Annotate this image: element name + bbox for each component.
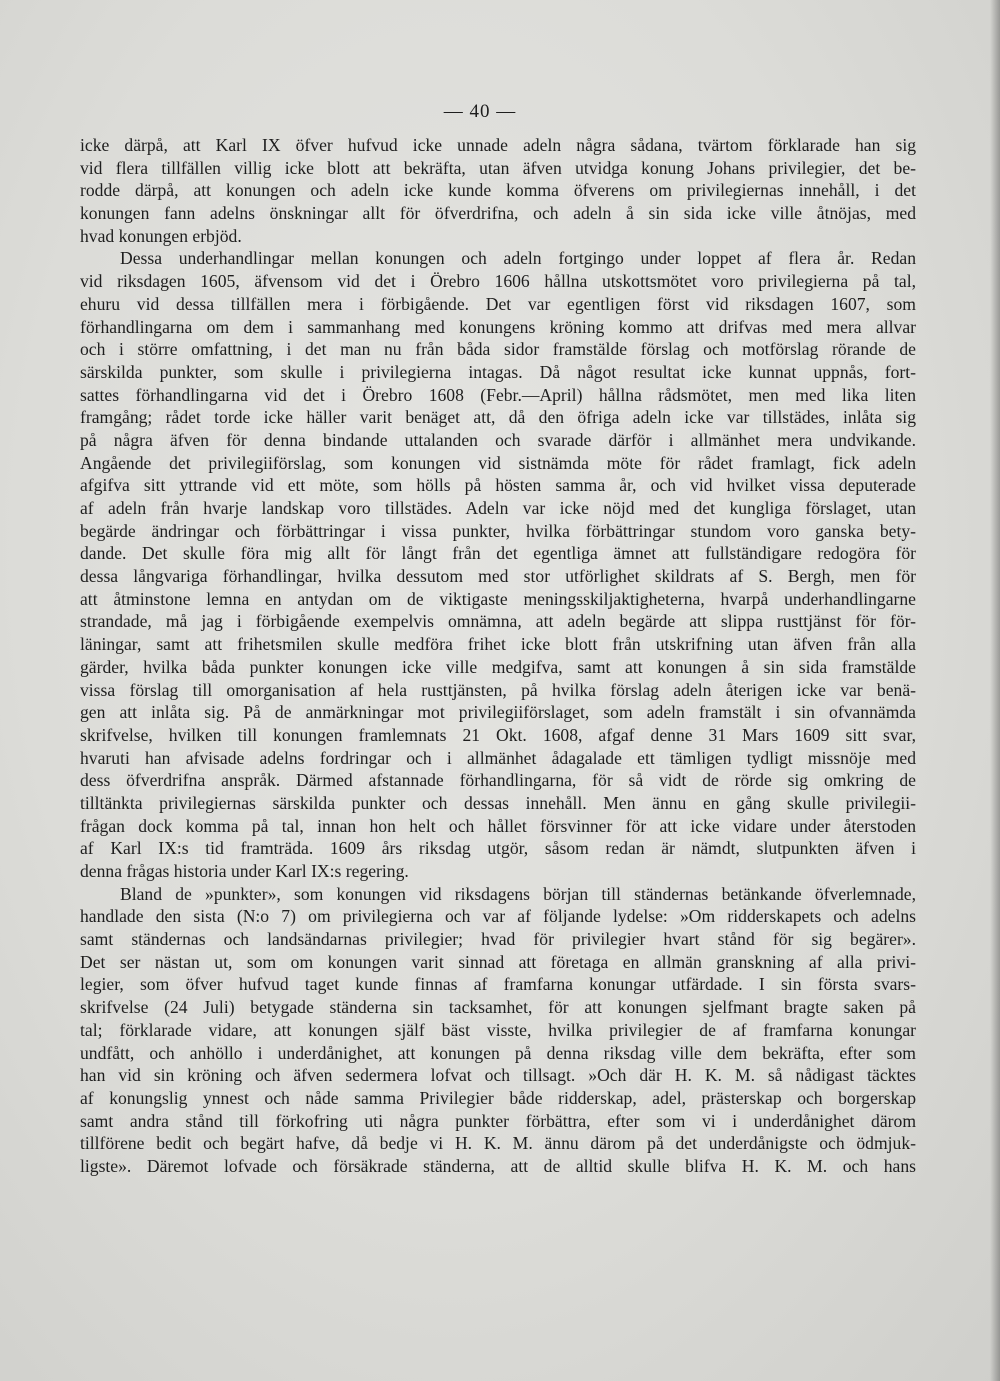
text-line: denna frågas historia under Karl IX:s regering. bbox=[80, 861, 409, 881]
text-line: Bland de »punkter», som konungen vid riksdagens början till ständernas betänkande öfverlemnade, bbox=[120, 883, 916, 904]
text-line: dess öfverdrifna anspråk. Därmed afstannade förhandlingarna, för så vidt de rörde sig omkring de bbox=[80, 770, 916, 791]
text-line: Dessa underhandlingar mellan konungen och adeln fortgingo under loppet af flera år. Redan bbox=[120, 248, 916, 269]
text-line: skrifvelse (24 Juli) betygade ständerna sin tacksamhet, för att konungen sjelfmant bragte saken på bbox=[80, 997, 916, 1018]
text-line: tal; förklarade vidare, att konungen själf bäst visste, hvilka privilegier de af framfarna konungar bbox=[80, 1019, 916, 1040]
text-line: handlade den sista (N:o 7) om privilegierna och var af följande lydelse: »Om ridderskapets och adelns bbox=[80, 906, 916, 927]
text-line: afgifva sitt yttrande vid ett möte, som hölls på hösten samma år, och vid hvilket vissa deputerade bbox=[80, 475, 916, 496]
text-line: gärder, hvilka båda punkter konungen icke ville medgifva, samt att konungen å sin sida framstälde bbox=[80, 656, 916, 677]
text-line: tillförene bedit och begärt hafve, då bedje vi H. K. M. ännu därom på det underdånigste och ödmjuk- bbox=[80, 1133, 916, 1154]
text-line: förhandlingarna om dem i sammanhang med konungens kröning kommo att drifvas med mera allvar bbox=[80, 316, 916, 337]
page-number: — 40 — bbox=[443, 101, 517, 122]
text-line: samt ständernas och landsändarnas privilegier; hvad för privilegier hvart stånd för sig begärer». bbox=[80, 929, 916, 950]
text-line: vid flera tillfällen villig icke blott att bekräfta, utan äfven utvidga konung Johans privilegier, det be- bbox=[80, 157, 916, 178]
text-line: Angående det privilegiiförslag, som konungen vid sistnämda möte för rådet framlagt, fick adeln bbox=[80, 452, 916, 473]
text-line: samt andra stånd till förkofring uti några punkter förbättra, efter som vi i underdånighet därom bbox=[80, 1110, 916, 1131]
text-line: rodde därpå, att konungen och adeln icke kunde komma öfverens om privilegiernas innehåll, i det bbox=[80, 180, 916, 201]
text-line: af konungslig ynnest och nåde samma Privilegier både ridderskap, adel, prästerskap och borgerskap bbox=[80, 1087, 916, 1108]
text-line: skrifvelse, hvilken till konungen framlemnats 21 Okt. 1608, afgaf denne 31 Mars 1609 sitt svar, bbox=[80, 724, 916, 745]
text-line: och i större omfattning, i det man nu från båda sidor framstälde förslag och motförslag rörande de bbox=[80, 339, 916, 360]
text-line: hvaruti han afvisade adelns fordringar och i allmänhet ådagalade ett tämligen tydligt missnöje med bbox=[80, 747, 916, 768]
text-line: sattes förhandlingarna vid det i Örebro 1608 (Febr.—April) hållna rådsmötet, men med lika liten bbox=[80, 384, 916, 405]
text-line: särskilda punkter, som skulle i privilegierna intagas. Då något resultat icke kunnat uppnås, fort- bbox=[80, 361, 916, 382]
text-line: han vid sin kröning och äfven sedermera lofvat och tillsagt. »Och där H. K. M. så nådigast täcktes bbox=[80, 1065, 916, 1086]
text-line: ligste». Däremot lofvade och försäkrade ständerna, att de alltid skulle blifva H. K. M. och hans bbox=[80, 1155, 916, 1176]
text-line: af adeln från hvarje landskap voro tillstädes. Adeln var icke nöjd med det kungliga förslaget, utan bbox=[80, 498, 916, 518]
text-line: tilltänkta privilegiernas särskilda punkter och dessas innehåll. Men ännu en gång skulle privilegii- bbox=[80, 792, 916, 813]
text-line: vissa förslag till omorganisation af hela rusttjänsten, på hvilka förslag adeln återigen icke var benä- bbox=[80, 679, 916, 700]
text-line: frågan dock komma på tal, innan hon helt och hållet försvinner för att icke vidare under återstoden bbox=[80, 815, 916, 836]
text-line: dande. Det skulle föra mig allt för långt från det egentliga ämnet att fullständigare redogöra för bbox=[80, 543, 916, 564]
text-line: vid riksdagen 1605, äfvensom vid det i Örebro 1606 hållna utskottsmötet voro privilegierna på tal, bbox=[80, 271, 916, 292]
text-line: icke därpå, att Karl IX öfver hufvud icke unnade adeln några sådana, tvärtom förklarade han sig bbox=[80, 135, 916, 155]
text-line: läningar, samt att frihetsmilen skulle medföra frihet icke blott från utskrifning utan äfven från alla bbox=[80, 634, 916, 655]
text-line: konungen fann adelns önskningar allt för öfverdrifna, och adeln å sin sida icke ville åtnöjas, med bbox=[80, 203, 916, 224]
text-line: dessa långvariga förhandlingar, hvilka dessutom med stor utförlighet skildrats af S. Bergh, men för bbox=[80, 566, 916, 587]
text-line: begärde ändringar och förbättringar i vissa punkter, hvilka förbättringar stundom voro ganska bety- bbox=[80, 520, 916, 541]
text-line: ehuru vid dessa tillfällen mera i förbigående. Det var egentligen först vid riksdagen 1607, som bbox=[80, 293, 916, 314]
text-line: framgång; rådet torde icke häller varit benäget att, då den öfriga adeln icke var tillstädes, inlåta sig bbox=[80, 407, 916, 428]
text-line: legier, som öfver hufvud taget kunde finnas af framfarna konungar utfärdade. I sin första svars- bbox=[80, 974, 916, 995]
text-line: strandade, må jag i förbigående exempelvis omnämna, att adeln begärde att slippa rusttjänst för för- bbox=[80, 611, 916, 632]
text-line: hvad konungen erbjöd. bbox=[80, 225, 242, 246]
body-text bbox=[80, 134, 916, 1178]
text-line: att åtminstone lemna en antydan om de viktigaste meningsskiljaktigheterna, hvarpå underhandlingarne bbox=[80, 588, 916, 609]
text-line: Det ser nästan ut, som om konungen varit sinnad att företaga en allmän granskning af alla privi- bbox=[80, 951, 916, 972]
text-line: af Karl IX:s tid framträda. 1609 års riksdag utgör, såsom redan är nämdt, slutpunkten äfven i bbox=[80, 838, 916, 859]
text-line: gen att inlåta sig. På de anmärkningar mot privilegiiförslaget, som adeln framstält i sin ofvannämda bbox=[80, 702, 916, 723]
text-line: på några äfven för denna bindande uttalanden och svarade därför i allmänhet mera undvikande. bbox=[80, 429, 916, 450]
text-line: undfått, och anhöllo i underdånighet, att konungen på denna riksdag ville dem bekräfta, efter som bbox=[80, 1042, 916, 1063]
